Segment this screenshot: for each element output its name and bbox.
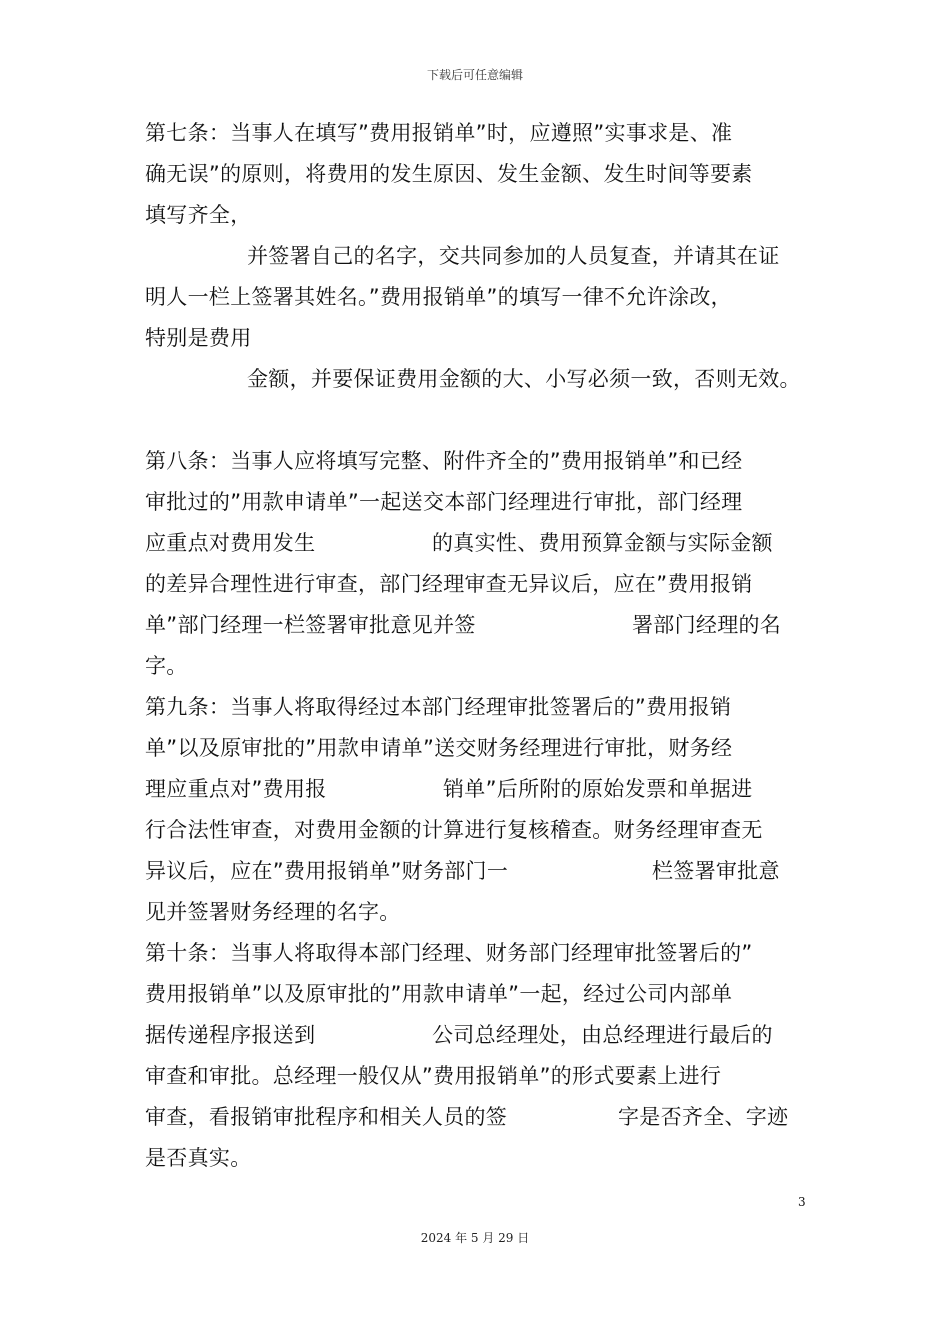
text-line: 的差异合理性进行审查，部门经理审查无异议后，应在”费用报销: [145, 572, 753, 596]
text-line: 第八条：当事人应将填写完整、附件齐全的”费用报销单”和已经: [145, 449, 743, 473]
text-line: 据传递程序报送到: [145, 1023, 316, 1047]
text-line: 应重点对费用发生: [145, 531, 316, 555]
text-line: 单”部门经理一栏签署审批意见并签: [145, 613, 476, 637]
text-line: 金额，并要保证费用金额的大、小写必须一致，否则无效。: [247, 367, 801, 391]
text-line: 异议后，应在”费用报销单”财务部门一: [145, 859, 509, 883]
text-line: 确无误”的原则，将费用的发生原因、发生金额、发生时间等要素: [145, 162, 753, 186]
text-line: 销单”后所附的原始发票和单据进: [443, 777, 753, 801]
text-line: 审批过的”用款申请单”一起送交本部门经理进行审批，部门经理: [145, 490, 743, 514]
text-line: 见并签署财务经理的名字。: [145, 900, 401, 924]
footer-date: 2024 年 5 月 29 日: [420, 1231, 530, 1245]
text-line: 明人一栏上签署其姓名。”费用报销单”的填写一律不允许涂改，: [145, 285, 732, 309]
text-line: 是否真实。: [145, 1146, 252, 1170]
text-line: 第七条：当事人在填写”费用报销单”时，应遵照”实事求是、准: [145, 121, 733, 145]
text-line: 单”以及原审批的”用款申请单”送交财务经理进行审批，财务经: [145, 736, 733, 760]
text-line: 特别是费用: [145, 326, 252, 350]
page-number: 3: [798, 1195, 806, 1209]
text-line: 第十条：当事人将取得本部门经理、财务部门经理审批签署后的”: [145, 941, 753, 965]
text-line: 理应重点对”费用报: [145, 777, 327, 801]
text-line: 字。: [145, 654, 188, 678]
page-header: 下载后可任意编辑: [426, 68, 523, 82]
text-line: 署部门经理的名: [632, 613, 782, 637]
text-line: 的真实性、费用预算金额与实际金额: [432, 531, 773, 555]
text-line: 并签署自己的名字，交共同参加的人员复查，并请其在证: [247, 244, 780, 268]
text-line: 字是否齐全、字迹: [618, 1105, 789, 1129]
text-line: 行合法性审查，对费用金额的计算进行复核稽查。财务经理审查无: [145, 818, 763, 842]
text-line: 栏签署审批意: [652, 859, 780, 883]
text-line: 审查和审批。总经理一般仅从”费用报销单”的形式要素上进行: [145, 1064, 722, 1088]
text-line: 第九条：当事人将取得经过本部门经理审批签署后的”费用报销: [145, 695, 732, 719]
text-line: 费用报销单”以及原审批的”用款申请单”一起，经过公司内部单: [145, 982, 733, 1006]
text-line: 公司总经理处，由总经理进行最后的: [432, 1023, 773, 1047]
text-line: 填写齐全，: [145, 203, 252, 227]
text-line: 审查，看报销审批程序和相关人员的签: [145, 1105, 508, 1129]
